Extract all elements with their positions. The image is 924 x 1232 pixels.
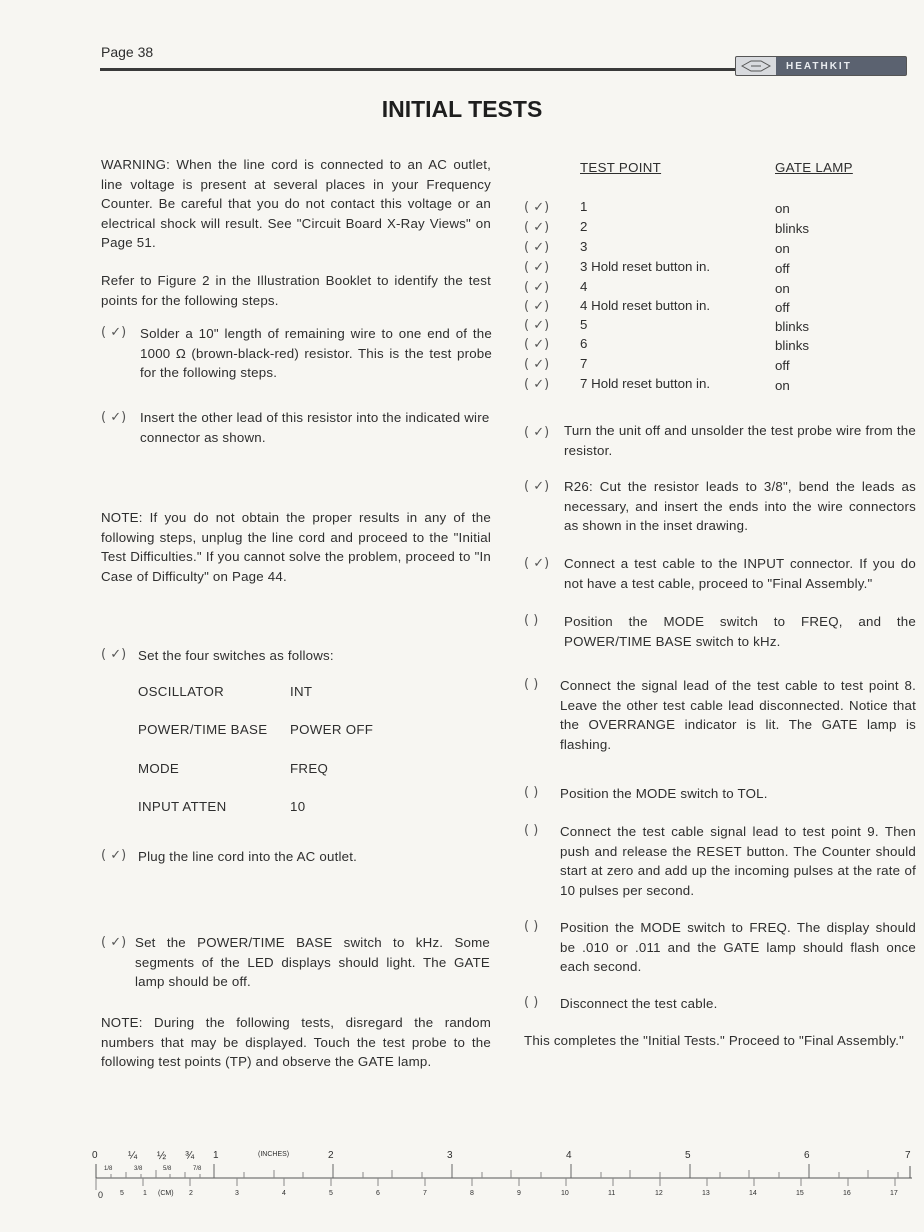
measurement-ruler <box>92 1150 912 1220</box>
inch-label: ¼ <box>128 1150 138 1162</box>
step-position-tol: Position the MODE switch to TOL. <box>560 786 768 801</box>
row-gate-lamp: on <box>775 201 790 216</box>
row-gate-lamp: off <box>775 300 790 315</box>
row-test-point: 7 Hold reset button in. <box>580 376 711 391</box>
inch-label: 1 <box>213 1150 219 1161</box>
checkbox-step[interactable]: ( ) <box>524 613 539 628</box>
switch-value: 10 <box>290 799 306 814</box>
row-checkbox[interactable]: ( ✓) <box>524 280 550 295</box>
cm-label: 15 <box>796 1190 804 1197</box>
row-test-point: 6 <box>580 336 588 351</box>
row-gate-lamp: blinks <box>775 221 809 236</box>
step-insert: Insert the other lead of this resistor into the indicated wire connector as shown. <box>140 410 490 445</box>
step-position-freq: Position the MODE switch to FREQ, and the POWER/TIME BASE switch to kHz. <box>564 614 916 649</box>
row-test-point: 3 <box>580 239 588 254</box>
cm-label: 13 <box>702 1190 710 1197</box>
step-display-check: Position the MODE switch to FREQ. The display should be .010 or .011 and the GATE lamp should flash once each second. <box>560 920 916 975</box>
row-checkbox[interactable]: ( ✓) <box>524 377 550 392</box>
switch-value: FREQ <box>290 761 329 776</box>
inch-label: 2 <box>328 1150 334 1161</box>
row-checkbox[interactable]: ( ✓) <box>524 240 550 255</box>
note-difficulty: NOTE: If you do not obtain the proper results in any of the following steps, unplug the line cord and proceed to the "Initial Test Difficulties." If you cannot solve the problem, proceed to "In Case of Difficulty" on Page 44. <box>101 510 491 584</box>
cm-label: 8 <box>470 1190 474 1197</box>
step-unsolder: Turn the unit off and unsolder the test probe wire from the resistor. <box>564 423 916 458</box>
switch-label: OSCILLATOR <box>138 684 225 699</box>
refer-paragraph: Refer to Figure 2 in the Illustration Booklet to identify the test points for the following steps. <box>101 273 491 308</box>
inch-label: ½ <box>157 1150 167 1162</box>
step-connect-cable: Connect a test cable to the INPUT connector. If you do not have a test cable, proceed to "Final Assembly." <box>564 556 916 591</box>
checkbox-step[interactable]: ( ✓) <box>524 479 550 494</box>
inch-label: 6 <box>804 1150 810 1161</box>
checkbox-power[interactable]: ( ✓) <box>101 935 127 950</box>
row-test-point: 5 <box>580 317 588 332</box>
inch-label: 3 <box>447 1150 453 1161</box>
inch-label: ¾ <box>185 1150 195 1162</box>
row-gate-lamp: on <box>775 378 790 393</box>
row-test-point: 3 Hold reset button in. <box>580 259 711 274</box>
cm-label: 11 <box>608 1190 616 1197</box>
switch-label: POWER/TIME BASE <box>138 722 268 737</box>
heathkit-logo <box>735 56 907 76</box>
inch-label: 4 <box>566 1150 572 1161</box>
row-checkbox[interactable]: ( ✓) <box>524 200 550 215</box>
cm-label: 17 <box>890 1190 898 1197</box>
cm-label: 3 <box>235 1190 239 1197</box>
cm-label: 7 <box>423 1190 427 1197</box>
fraction-label: 7/8 <box>193 1166 202 1172</box>
cm-label: 5 <box>120 1190 124 1197</box>
inch-label: 0 <box>92 1150 98 1161</box>
checkbox-switches[interactable]: ( ✓) <box>101 647 127 662</box>
checkbox-step[interactable]: ( ) <box>524 995 539 1010</box>
fraction-label: 1/8 <box>104 1166 113 1172</box>
checkbox-solder[interactable]: ( ✓) <box>101 325 127 340</box>
cm-label: 5 <box>329 1190 333 1197</box>
closing-paragraph: This completes the "Initial Tests." Proceed to "Final Assembly." <box>524 1033 905 1048</box>
step-solder: Solder a 10" length of remaining wire to one end of the 1000 Ω (brown-black-red) resistor. This is the test probe for the following steps. <box>140 326 492 381</box>
cm-label: 14 <box>749 1190 757 1197</box>
row-gate-lamp: blinks <box>775 338 809 353</box>
step-disconnect: Disconnect the test cable. <box>560 996 718 1011</box>
emblem-icon <box>736 57 776 75</box>
row-checkbox[interactable]: ( ✓) <box>524 318 550 333</box>
checkbox-plug[interactable]: ( ✓) <box>101 848 127 863</box>
row-checkbox[interactable]: ( ✓) <box>524 357 550 372</box>
checkbox-insert[interactable]: ( ✓) <box>101 410 127 425</box>
note-random-numbers: NOTE: During the following tests, disregard the random numbers that may be displayed. Touch the test probe to the following test points (TP) and observe the GATE lamp. <box>101 1015 491 1070</box>
col-test-point: TEST POINT <box>580 160 662 175</box>
page-title: INITIAL TESTS <box>381 96 543 122</box>
step-test-point-9: Connect the test cable signal lead to test point 9. Then push and release the RESET button. The Counter should start at zero and add up the incoming pulses at the rate of 10 pulses per second. <box>560 824 916 898</box>
row-test-point: 2 <box>580 219 588 234</box>
checkbox-step[interactable]: ( ✓) <box>524 556 550 571</box>
row-gate-lamp: off <box>775 261 790 276</box>
step-r26: R26: Cut the resistor leads to 3/8", bend the leads as necessary, and insert the ends into the wire connectors as shown in the inset drawing. <box>564 479 916 534</box>
header-rule <box>100 68 805 71</box>
switch-value: INT <box>290 684 313 699</box>
checkbox-step[interactable]: ( ) <box>524 677 539 692</box>
fraction-label: 5/8 <box>163 1166 172 1172</box>
row-checkbox[interactable]: ( ✓) <box>524 260 550 275</box>
row-test-point: 4 <box>580 279 588 294</box>
switch-value: POWER OFF <box>290 722 374 737</box>
row-checkbox[interactable]: ( ✓) <box>524 337 550 352</box>
inch-label: 5 <box>685 1150 691 1161</box>
cm-label: 9 <box>517 1190 521 1197</box>
cm-label: 2 <box>189 1190 193 1197</box>
cm-word: (CM) <box>158 1190 174 1197</box>
row-gate-lamp: on <box>775 281 790 296</box>
row-checkbox[interactable]: ( ✓) <box>524 220 550 235</box>
switch-label: INPUT ATTEN <box>138 799 227 814</box>
switch-label: MODE <box>138 761 180 776</box>
cm-label: 0 <box>98 1190 104 1200</box>
cm-label: 10 <box>561 1190 569 1197</box>
page-number: Page 38 <box>101 44 154 60</box>
cm-label: 6 <box>376 1190 380 1197</box>
inch-label: 7 <box>905 1150 911 1161</box>
cm-label: 4 <box>282 1190 286 1197</box>
row-test-point: 4 Hold reset button in. <box>580 298 711 313</box>
checkbox-step[interactable]: ( ) <box>524 823 539 838</box>
row-test-point: 7 <box>580 356 588 371</box>
checkbox-step[interactable]: ( ) <box>524 785 539 800</box>
checkbox-step[interactable]: ( ✓) <box>524 425 550 440</box>
step-connect-signal: Connect the signal lead of the test cable to test point 8. Leave the other test cable lead disconnected. Notice that the OVERRANGE indicator is lit. The GATE lamp is flashing. <box>560 678 916 752</box>
row-gate-lamp: on <box>775 241 790 256</box>
cm-label: 1 <box>143 1190 147 1197</box>
row-gate-lamp: off <box>775 358 790 373</box>
col-gate-lamp: GATE LAMP <box>775 160 853 175</box>
row-checkbox[interactable]: ( ✓) <box>524 299 550 314</box>
checkbox-step[interactable]: ( ) <box>524 919 539 934</box>
fraction-label: 3/8 <box>134 1166 143 1172</box>
step-power: Set the POWER/TIME BASE switch to kHz. Some segments of the LED displays should light. The GATE lamp should be off. <box>135 935 490 990</box>
logo-text: HEATHKIT <box>786 60 852 72</box>
step-switches: Set the four switches as follows: <box>138 648 334 663</box>
row-test-point: 1 <box>580 199 588 214</box>
warning-paragraph: WARNING: When the line cord is connected to an AC outlet, line voltage is present at several places in your Frequency Counter. Be careful that you do not contact this voltage or an electrical shock will result. See "Circuit Board X-Ray Views" on Page 51. <box>101 157 491 251</box>
step-plug: Plug the line cord into the AC outlet. <box>138 849 358 864</box>
row-gate-lamp: blinks <box>775 319 809 334</box>
cm-label: 16 <box>843 1190 851 1197</box>
inches-word: (INCHES) <box>258 1151 290 1158</box>
cm-label: 12 <box>655 1190 663 1197</box>
